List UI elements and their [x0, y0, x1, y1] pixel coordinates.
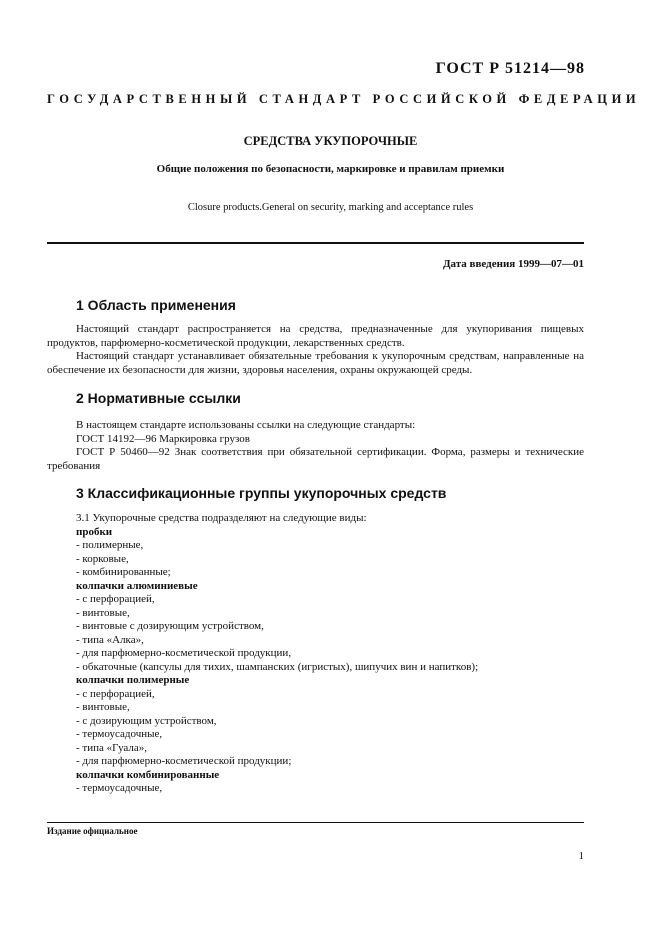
list-item: - для парфюмерно-косметической продукции;: [76, 755, 292, 767]
page-number: 1: [578, 850, 584, 862]
group-title: колпачки полимерные: [76, 674, 190, 686]
section-2-heading: 2 Нормативные ссылки: [76, 390, 241, 406]
list-item: - винтовые с дозирующим устройством,: [76, 620, 264, 632]
section-2-body: [47, 419, 584, 473]
list-item: - винтовые,: [76, 701, 130, 713]
group-title: колпачки комбинированные: [76, 768, 220, 781]
section-3-list: [47, 512, 584, 796]
document-title: СРЕДСТВА УКУПОРОЧНЫЕ: [243, 134, 418, 148]
list-item: - типа «Гуала»,: [76, 741, 148, 754]
list-item: - корковые,: [76, 552, 129, 565]
list-item: - термоусадочные,: [76, 782, 163, 794]
list-item: - полимерные,: [76, 539, 144, 551]
list-item: - для парфюмерно-косметической продукции,: [76, 647, 292, 659]
section-2-reference-1: ГОСТ 14192—96 Маркировка грузов: [76, 432, 250, 445]
list-item: - термоусадочные,: [76, 728, 163, 740]
section-2-intro: В настоящем стандарте использованы ссылки на следующие стандарты:: [76, 419, 416, 431]
gost-code: ГОСТ Р 51214—98: [435, 60, 585, 77]
group-title: пробки: [76, 525, 113, 538]
section-3-heading: 3 Классификационные группы укупорочных средств: [76, 485, 447, 501]
list-item: - с перфорацией,: [76, 687, 155, 700]
list-item: - типа «Алка»,: [76, 633, 144, 646]
list-item: - обкаточные (капсулы для тихих, шампанских (игристых), шипучих вин и напитков);: [76, 660, 479, 673]
group-title: колпачки алюминиевые: [76, 579, 198, 592]
section-1-body: [47, 323, 584, 377]
introduction-date: Дата введения 1999—07—01: [442, 258, 584, 270]
english-title: Closure products.General on security, marking and acceptance rules: [187, 202, 474, 213]
state-standard-line: ГОСУДАРСТВЕННЫЙ СТАНДАРТ РОССИЙСКОЙ ФЕДЕРАЦИИ: [47, 92, 641, 106]
section-2-reference-2: ГОСТ Р 50460—92 Знак соответствия при обязательной сертификации. Форма, размеры и технические требования: [47, 446, 584, 472]
list-item: - винтовые,: [76, 606, 130, 619]
list-item: - с перфорацией,: [76, 593, 155, 605]
section-1-paragraph-2: Настоящий стандарт устанавливает обязательные требования к укупорочным средствам, направленные на обеспечение их безопасности для жизни, здоровья населения, охраны окружающей среды.: [47, 350, 584, 376]
section-1-heading: 1 Область применения: [76, 297, 236, 313]
header-divider: [47, 242, 584, 244]
document-subtitle: Общие положения по безопасности, маркировке и правилам приемки: [156, 163, 505, 175]
edition-note: Издание официальное: [47, 826, 138, 836]
section-1-paragraph-1: Настоящий стандарт распространяется на средства, предназначенные для укупоривания пищевых продуктов, парфюмерно-косметической продукции, лекарственных средств.: [47, 323, 584, 349]
list-item: - с дозирующим устройством,: [76, 714, 217, 727]
list-item: - комбинированные;: [76, 566, 171, 578]
section-3-intro: 3.1 Укупорочные средства подразделяют на следующие виды:: [76, 512, 367, 524]
footer-divider: [47, 822, 584, 823]
